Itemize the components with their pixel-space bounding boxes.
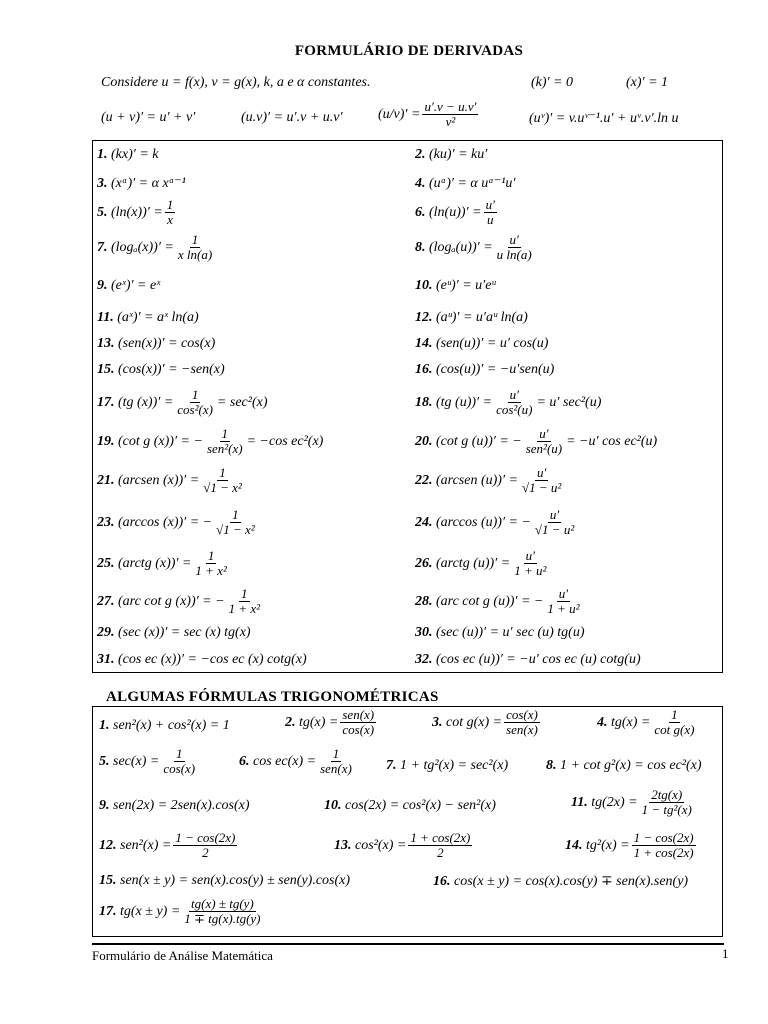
derivative-number: 24. — [415, 514, 433, 530]
trig-expression: 1 + cot g²(x) = cos ec²(x) — [560, 758, 702, 773]
derivative-expression: (xᵅ)′ = α xᵅ⁻¹ — [111, 176, 186, 191]
derivative-formula — [415, 362, 554, 378]
derivative-formula — [97, 466, 246, 495]
derivative-expression: (arctg (x))′ = — [118, 555, 192, 571]
trig-expression: tg(x) = — [611, 714, 651, 730]
trig-formula-5 — [99, 747, 199, 776]
derivative-expression: (aᵘ)′ = u′aᵘ ln(a) — [436, 310, 528, 325]
derivative-formula — [97, 652, 307, 668]
trig-expression: tg(x) = — [299, 714, 339, 730]
derivative-number: 21. — [97, 472, 115, 488]
derivative-expression: (tg (x))′ = — [118, 394, 174, 410]
trig-formula-8 — [546, 758, 702, 774]
derivative-denominator: √1 − x² — [216, 522, 255, 537]
derivative-number: 1. — [97, 147, 108, 162]
derivative-denominator: √1 − u² — [534, 522, 575, 537]
derivative-expression: (arccos (x))′ = − — [118, 514, 213, 530]
page-number: 1 — [722, 946, 729, 961]
trig-number: 3. — [432, 714, 443, 730]
derivative-formula — [415, 466, 565, 495]
derivative-formula — [97, 587, 264, 616]
derivative-expression: (arc cot g (x))′ = − — [118, 593, 225, 609]
derivative-number: 5. — [97, 204, 108, 220]
trig-number: 9. — [99, 798, 110, 813]
derivative-numerator: u′ — [485, 197, 495, 212]
derivative-numerator: u′ — [525, 548, 535, 563]
trig-number: 7. — [386, 758, 397, 773]
derivative-denominator: 1 + x² — [195, 563, 227, 578]
trig-formula-3 — [432, 708, 542, 737]
derivative-formula — [97, 427, 323, 456]
trig-number: 12. — [99, 837, 117, 853]
derivative-formula — [415, 549, 550, 578]
trig-expression: cos(2x) = cos²(x) − sen²(x) — [345, 798, 496, 813]
quotient-denominator: v² — [445, 114, 456, 129]
trig-numerator: cos(x) — [506, 707, 538, 722]
derivative-expression: (tg (u))′ = — [436, 394, 493, 410]
trig-formula-10 — [324, 798, 496, 814]
k-derivative-rule: (k)′ = 0 — [531, 75, 574, 90]
trig-denominator: sen(x) — [506, 722, 538, 737]
derivative-denominator: x — [167, 212, 173, 227]
trig-numerator: 1 − cos(2x) — [175, 830, 236, 845]
derivative-expression: (cos ec (u))′ = −u′ cos ec (u) cotg(u) — [436, 652, 641, 667]
derivative-expression: (sec (u))′ = u′ sec (u) tg(u) — [436, 625, 585, 640]
derivative-expression: (sen(x))′ = cos(x) — [118, 336, 216, 351]
trig-expression: sen²(x) = — [120, 837, 172, 853]
trig-formula-9 — [99, 798, 250, 814]
quotient-lhs: (u/v)′ = — [378, 106, 421, 122]
derivative-number: 15. — [97, 362, 115, 377]
derivative-numerator: 1 — [191, 387, 199, 402]
derivative-numerator: 1 — [191, 232, 199, 247]
derivative-formula — [97, 198, 177, 227]
derivative-formula — [415, 625, 585, 641]
trig-denominator: 1 ∓ tg(x).tg(y) — [184, 911, 261, 926]
derivative-expression: (arcsen (x))′ = — [118, 472, 200, 488]
derivative-number: 29. — [97, 625, 115, 640]
derivative-number: 19. — [97, 433, 115, 449]
derivative-number: 30. — [415, 625, 433, 640]
trig-number: 1. — [99, 718, 110, 733]
derivative-number: 27. — [97, 593, 115, 609]
trig-expression: cot g(x) = — [446, 714, 503, 730]
trig-number: 14. — [565, 837, 583, 853]
derivative-number: 18. — [415, 394, 433, 410]
trig-expression: sen(x ± y) = sen(x).cos(y) ± sen(y).cos(x) — [120, 873, 351, 888]
derivative-numerator: u′ — [509, 387, 519, 402]
derivative-result: = −u′ cos ec²(u) — [566, 433, 658, 449]
trig-numerator: 1 — [671, 707, 678, 722]
derivative-formula — [415, 198, 499, 227]
trig-number: 2. — [285, 714, 296, 730]
intro-consider: Considere u = f(x), v = g(x), k, a e α constantes. — [101, 75, 371, 90]
derivative-numerator: 1 — [219, 465, 226, 480]
quotient-rule — [378, 100, 480, 129]
derivative-formula — [415, 278, 496, 294]
derivative-formula — [415, 508, 578, 537]
derivative-numerator: u′ — [536, 465, 547, 480]
derivative-number: 9. — [97, 278, 108, 293]
derivative-numerator: 1 — [207, 548, 215, 563]
trig-denominator: cos(x) — [342, 722, 375, 737]
trig-formula-15 — [99, 873, 350, 889]
trig-numerator: 2tg(x) — [651, 787, 683, 802]
derivative-result: = −cos ec²(x) — [246, 433, 324, 449]
derivative-expression: (cos(x))′ = −sen(x) — [118, 362, 225, 377]
derivative-expression: (ku)′ = ku′ — [429, 147, 488, 162]
derivative-formula — [97, 175, 186, 192]
derivative-number: 11. — [97, 310, 114, 325]
derivative-number: 8. — [415, 239, 426, 255]
trig-number: 13. — [334, 837, 352, 853]
derivative-formula — [97, 362, 225, 378]
derivative-number: 16. — [415, 362, 433, 377]
derivative-number: 13. — [97, 336, 115, 351]
derivative-result: = sec²(x) — [216, 394, 268, 410]
derivative-formula — [97, 388, 267, 417]
trig-denominator: 1 − tg²(x) — [641, 802, 692, 817]
trig-number: 17. — [99, 903, 117, 919]
derivative-number: 6. — [415, 204, 426, 220]
derivative-formula — [415, 427, 657, 456]
derivative-denominator: cos²(x) — [177, 402, 213, 417]
derivative-number: 23. — [97, 514, 115, 530]
derivative-expression: (arc cot g (u))′ = − — [436, 593, 544, 609]
derivative-expression: (eᵘ)′ = u′eᵘ — [436, 278, 496, 293]
trig-formula-6 — [239, 747, 356, 776]
derivative-expression: (ln(x))′ = — [111, 204, 163, 220]
derivative-denominator: u ln(a) — [496, 247, 532, 262]
derivative-expression: (aˣ)′ = aˣ ln(a) — [117, 310, 199, 325]
trig-formula-12 — [99, 831, 239, 860]
product-rule: (u.v)′ = u′.v + u.v′ — [241, 110, 343, 125]
derivative-numerator: 1 — [232, 507, 239, 522]
derivative-numerator: u′ — [539, 426, 549, 441]
derivative-formula — [97, 625, 251, 641]
derivative-formula — [97, 508, 259, 537]
sum-rule: (u + v)′ = u′ + v′ — [101, 110, 196, 125]
trig-formula-2 — [285, 708, 378, 737]
derivative-expression: (arccos (u))′ = − — [436, 514, 531, 530]
trig-number: 8. — [546, 758, 557, 773]
derivative-expression: (eˣ)′ = eˣ — [111, 278, 161, 293]
derivative-denominator: 1 + u² — [547, 601, 580, 616]
trig-denominator: cot g(x) — [654, 722, 695, 737]
derivative-denominator: 1 + x² — [228, 601, 261, 616]
derivative-denominator: cos²(u) — [496, 402, 533, 417]
trig-expression: tg(2x) = — [591, 794, 638, 810]
trig-expression: cos(x ± y) = cos(x).cos(y) ∓ sen(x).sen(y) — [454, 874, 689, 889]
trig-number: 11. — [571, 794, 588, 810]
derivative-expression: (logₐ(u))′ = — [429, 239, 493, 255]
power-rule: (uᵛ)′ = v.uᵛ⁻¹.u′ + uᵛ.v′.ln u — [529, 111, 679, 126]
trig-expression: sen²(x) + cos²(x) = 1 — [113, 718, 230, 733]
trig-numerator: 1 — [332, 746, 340, 761]
derivative-expression: (sen(u))′ = u′ cos(u) — [436, 336, 549, 351]
trig-formula-7 — [386, 758, 508, 774]
derivative-expression: (logₐ(x))′ = — [111, 239, 174, 255]
derivative-number: 14. — [415, 336, 433, 351]
page-title: FORMULÁRIO DE DERIVADAS — [294, 43, 524, 59]
derivative-numerator: 1 — [166, 197, 174, 212]
trig-denominator: cos(x) — [163, 761, 196, 776]
derivative-formula — [415, 233, 536, 262]
derivative-expression: (cot g (u))′ = − — [436, 433, 522, 449]
derivative-expression: (arcsen (u))′ = — [436, 472, 518, 488]
footer-rule — [92, 943, 724, 945]
trig-numerator: 1 − cos(2x) — [633, 830, 694, 845]
trig-number: 6. — [239, 753, 250, 769]
derivative-denominator: x ln(a) — [177, 247, 213, 262]
derivative-formula — [415, 587, 584, 616]
derivative-formula — [415, 310, 528, 326]
derivative-number: 10. — [415, 278, 433, 293]
derivative-expression: (kx)′ = k — [111, 147, 159, 162]
trig-number: 10. — [324, 798, 342, 813]
trig-section-title: ALGUMAS FÓRMULAS TRIGONOMÉTRICAS — [106, 689, 439, 705]
x-derivative-rule: (x)′ = 1 — [626, 75, 669, 90]
derivative-formula — [415, 336, 548, 352]
derivative-denominator: u — [486, 212, 494, 227]
trig-expression: 1 + tg²(x) = sec²(x) — [400, 758, 509, 773]
trig-denominator: 2 — [437, 845, 444, 860]
trig-number: 4. — [597, 714, 608, 730]
derivative-number: 7. — [97, 239, 108, 255]
trig-numerator: 1 + cos(2x) — [410, 830, 471, 845]
derivative-expression: (arctg (u))′ = — [436, 555, 511, 571]
derivative-formula — [415, 388, 601, 417]
derivative-formula — [415, 175, 516, 192]
derivative-number: 3. — [97, 175, 108, 191]
derivative-formula — [97, 278, 160, 294]
trig-expression: cos²(x) = — [355, 837, 407, 853]
trig-formula-16 — [433, 873, 688, 890]
derivative-number: 22. — [415, 472, 433, 488]
derivative-numerator: u′ — [509, 232, 519, 247]
derivative-expression: (cos(u))′ = −u′sen(u) — [436, 362, 555, 377]
derivative-number: 31. — [97, 652, 115, 667]
trig-expression: tg²(x) = — [586, 837, 630, 853]
trig-formula-11 — [571, 788, 696, 817]
derivative-denominator: √1 − x² — [203, 480, 242, 495]
trig-expression: sec(x) = — [113, 753, 160, 769]
derivative-denominator: √1 − u² — [521, 480, 562, 495]
derivative-result: = u′ sec²(u) — [536, 394, 602, 410]
trig-expression: sen(2x) = 2sen(x).cos(x) — [113, 798, 250, 813]
trig-formula-17 — [99, 897, 265, 926]
derivative-formula — [97, 336, 215, 352]
derivative-formula — [97, 233, 216, 262]
quotient-numerator: u′.v − u.v′ — [424, 99, 477, 114]
derivative-number: 17. — [97, 394, 115, 410]
derivative-expression: (cot g (x))′ = − — [118, 433, 203, 449]
trig-expression: cos ec(x) = — [253, 753, 317, 769]
derivative-number: 2. — [415, 147, 426, 162]
trig-denominator: 1 + cos(2x) — [633, 845, 694, 860]
derivative-number: 26. — [415, 555, 433, 571]
derivative-numerator: u′ — [549, 507, 560, 522]
derivative-expression: (ln(u))′ = — [429, 204, 482, 220]
derivative-denominator: 1 + u² — [514, 563, 547, 578]
trig-formula-14 — [565, 831, 698, 860]
trig-number: 16. — [433, 873, 451, 889]
derivative-expression: (sec (x))′ = sec (x) tg(x) — [118, 625, 251, 640]
derivative-number: 12. — [415, 310, 433, 325]
derivative-number: 20. — [415, 433, 433, 449]
footer-text: Formulário de Análise Matemática — [92, 948, 273, 963]
derivative-expression: (uᵅ)′ = α uᵅ⁻¹u′ — [429, 176, 516, 191]
trig-formula-1 — [99, 718, 230, 734]
trig-numerator: sen(x) — [342, 707, 375, 722]
derivative-number: 32. — [415, 652, 433, 667]
trig-numerator: 1 — [176, 746, 183, 761]
trig-formula-13 — [334, 831, 474, 860]
derivative-denominator: sen²(x) — [206, 441, 243, 456]
derivative-expression: (cos ec (x))′ = −cos ec (x) cotg(x) — [118, 652, 307, 667]
trig-numerator: tg(x) ± tg(y) — [191, 896, 254, 911]
derivative-formula — [97, 549, 231, 578]
trig-denominator: 2 — [202, 845, 209, 860]
trig-formula-4 — [597, 708, 698, 737]
derivative-numerator: u′ — [558, 586, 569, 601]
trig-number: 5. — [99, 753, 110, 769]
derivative-formula — [415, 652, 641, 668]
derivative-numerator: 1 — [221, 426, 229, 441]
trig-number: 15. — [99, 873, 117, 888]
derivative-formula — [415, 147, 487, 163]
trig-denominator: sen(x) — [320, 761, 352, 776]
derivative-denominator: sen²(u) — [525, 441, 563, 456]
derivative-numerator: 1 — [241, 586, 248, 601]
derivative-number: 4. — [415, 175, 426, 191]
derivative-formula — [97, 310, 199, 326]
derivative-formula — [97, 147, 158, 163]
trig-expression: tg(x ± y) = — [120, 903, 181, 919]
derivative-number: 25. — [97, 555, 115, 571]
derivative-number: 28. — [415, 593, 433, 609]
